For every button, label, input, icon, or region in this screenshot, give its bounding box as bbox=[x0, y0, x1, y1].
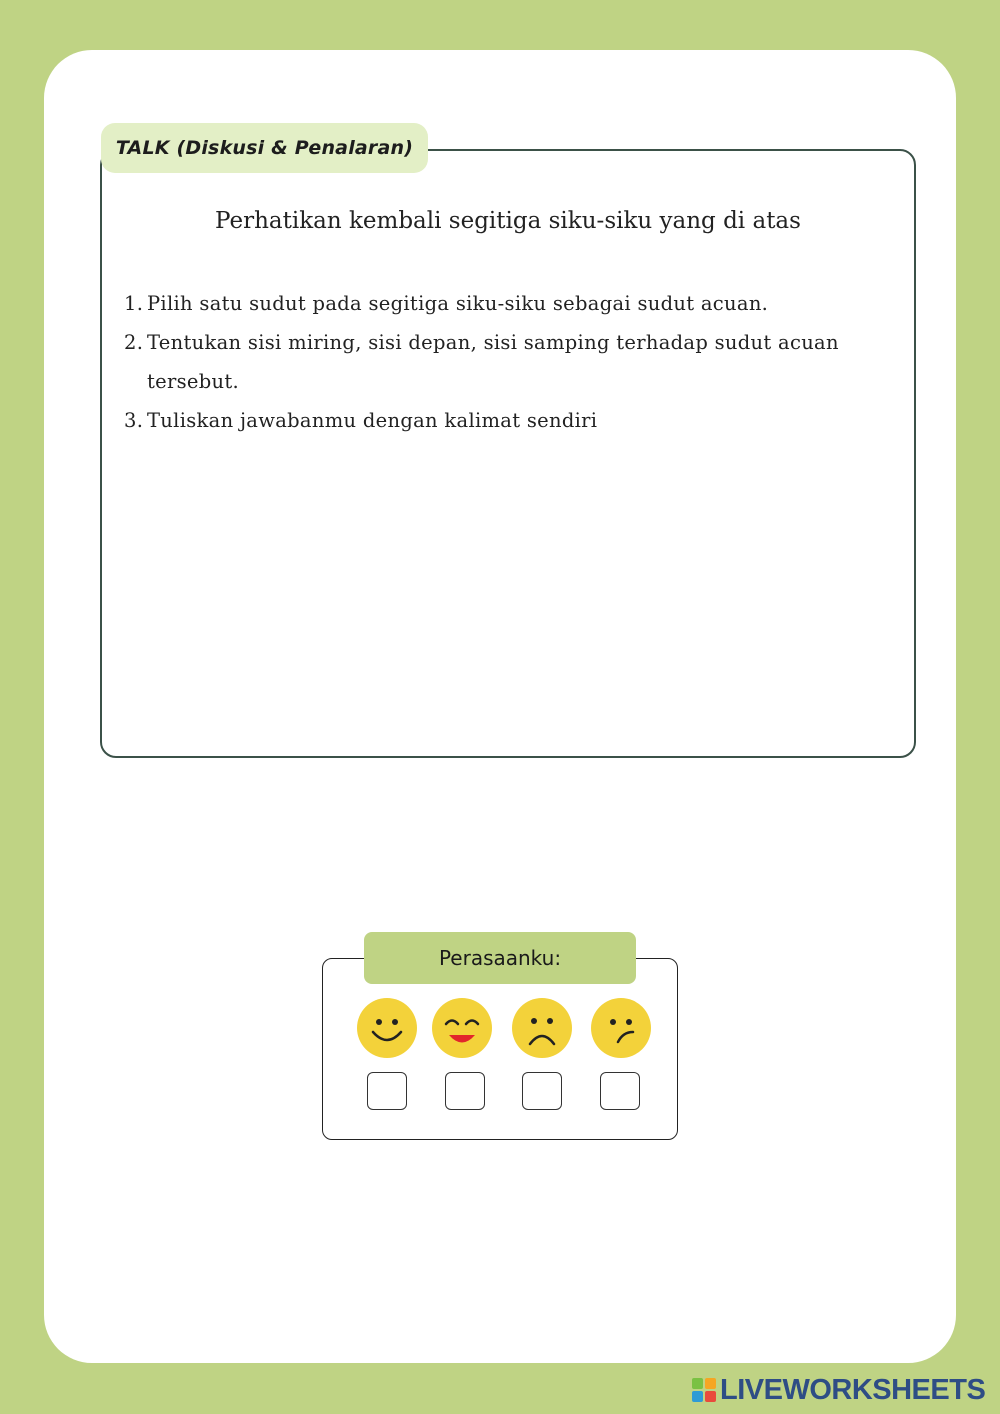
liveworksheets-logo-icon bbox=[690, 1376, 718, 1404]
smiling-face-icon bbox=[357, 998, 417, 1058]
feeling-checkbox-sad[interactable] bbox=[522, 1072, 562, 1110]
list-item-text: Pilih satu sudut pada segitiga siku-siku sebagai sudut acuan. bbox=[147, 292, 769, 315]
feeling-checkbox-confused[interactable] bbox=[600, 1072, 640, 1110]
list-item bbox=[124, 401, 894, 440]
list-item-number: 1. bbox=[124, 292, 144, 315]
list-item-number: 3. bbox=[124, 409, 144, 432]
talk-section-box bbox=[100, 149, 916, 758]
talk-instruction-title: Perhatikan kembali segitiga siku-siku yang di atas bbox=[215, 208, 801, 234]
instruction-list bbox=[124, 284, 894, 440]
list-item-number: 2. bbox=[124, 331, 144, 354]
feeling-checkbox-happy[interactable] bbox=[367, 1072, 407, 1110]
talk-section-label: TALK (Diskusi & Penalaran) bbox=[101, 123, 428, 173]
confused-face-icon bbox=[591, 998, 651, 1058]
list-item bbox=[124, 323, 894, 401]
liveworksheets-brand bbox=[690, 1374, 985, 1406]
liveworksheets-brand-text: LIVEWORKSHEETS bbox=[720, 1373, 986, 1406]
feeling-checkbox-laughing[interactable] bbox=[445, 1072, 485, 1110]
list-item-text: Tuliskan jawabanmu dengan kalimat sendiri bbox=[147, 409, 598, 432]
list-item bbox=[124, 284, 894, 323]
sad-face-icon bbox=[512, 998, 572, 1058]
feelings-label: Perasaanku: bbox=[364, 932, 636, 984]
list-item-text: Tentukan sisi miring, sisi depan, sisi samping terhadap sudut acuan tersebut. bbox=[147, 331, 839, 393]
laughing-face-icon bbox=[432, 998, 492, 1058]
